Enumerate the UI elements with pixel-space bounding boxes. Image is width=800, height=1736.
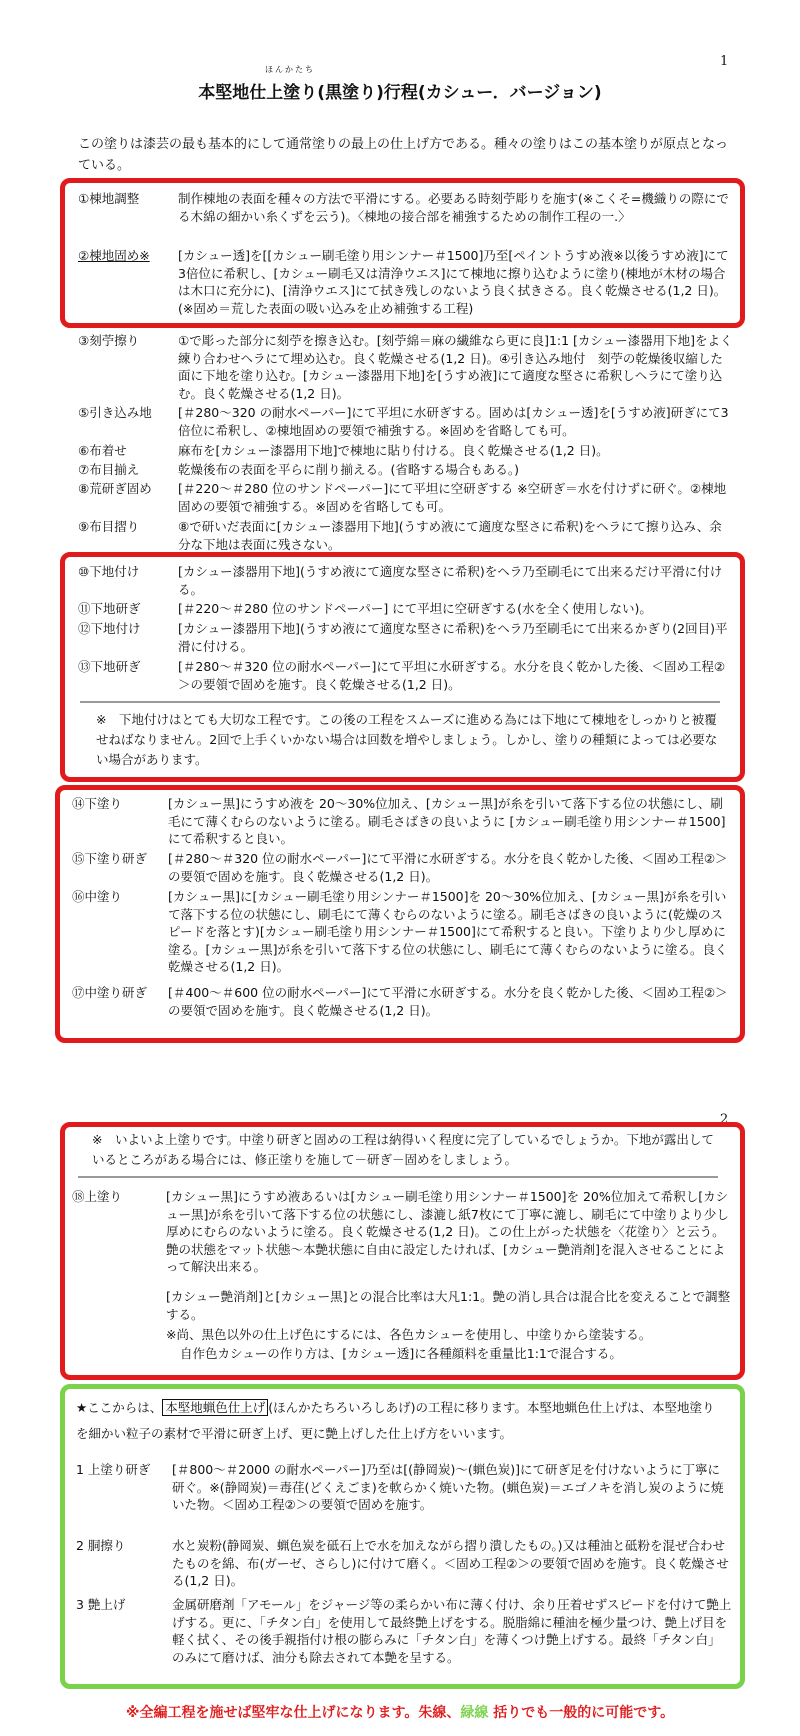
step-label: ⑧荒研ぎ固め (78, 481, 152, 496)
step-text: [カシュー黒]に[カシュー刷毛塗り用シンナー＃1500]を 20～30%位加え、[カシュー黒]が糸を引いて落下する位の状態にし、刷毛にて薄くむらのないように塗る。刷毛さばきの良いように(乾燥のスピードを落とす)[カシュー刷毛塗り用シンナー＃1500]にて希釈すると良い。下塗りより少し厚めに塗る。[カシュー黒]が糸を引いて落下する位の状態にし、刷毛にて薄くむらのないように塗る。良く乾燥させる(1,2 日)。 (168, 889, 728, 974)
step-label: ⑨布目摺り (78, 519, 140, 534)
step-text: 麻布を[カシュー漆器用下地]で棟地に貼り付ける。良く乾燥させる(1,2 日)。 (178, 443, 609, 458)
green-intro (76, 1395, 726, 1447)
step-label: ②棟地固め※ (78, 248, 150, 263)
intro-paragraph: この塗りは漆芸の最も基本的にして通常塗りの最上の仕上げ方である。種々の塗りはこの基本塗りが原点となっている。 (78, 137, 729, 173)
final-note-b: 括りでも一般的に可能です。 (488, 1705, 675, 1721)
step-text: 乾燥後布の表面を平らに削り揃える。(省略する場合もある。) (178, 462, 520, 477)
step-extra: ※尚、黒色以外の仕上げ色にするには、各色カシューを使用し、中塗りから塗装する。 (166, 1327, 652, 1342)
title-ruby: ほんかたち (265, 65, 315, 74)
final-note (0, 1702, 800, 1722)
step-text: [カシュー透]を[[カシュー刷毛塗り用シンナー＃1500]乃至[ペイントうすめ液※以後うすめ液]にて3倍位に希釈し、[カシュー刷毛又は清浄ウエス]にて棟地に擦り込むように塗り(棟地が木材の場合は木口に充分に)、[清浄ウエス]にて拭き残しのないよう良く拭きさる。良く乾燥させる(1,2 日)。(※固め＝荒した表面の吸い込みを止め補強する工程) (178, 248, 729, 316)
divider (80, 701, 720, 703)
step-text: 制作棟地の表面を種々の方法で平滑にする。必要ある時刻苧彫りを施す(※こくそ=機織りの際にでる木綿の細かい糸くずを云う)。〈棟地の接合部を補強するための制作工程の一.〉 (178, 191, 729, 224)
step-label: ⑩下地付け (78, 564, 140, 579)
step-text: [＃280～＃320 位の耐水ペーパー]にて平坦に水研ぎする。水分を良く乾かした後、＜固め工程②＞の要領で固めを施す。良く乾燥させる(1,2 日)。 (178, 659, 726, 692)
page-title: 本堅地仕上塗り(黒塗り)行程(カシュー．バージョン) (198, 83, 602, 103)
step-label: ⑫下地付け (78, 621, 141, 636)
step-extra: 自作色カシューの作り方は、[カシュー透]に各種顔料を重量比1:1で混合する。 (180, 1346, 622, 1361)
green-intro-b: (ほんかたちろいろしあげ)の工程に移ります。本堅地蝋色仕上げは、本堅地塗りを細かい粒子の素材で平滑に研ぎ上げ、更に艶上げした仕上げ方をいいます。 (76, 1400, 715, 1441)
green-intro-boxed: 本堅地蝋色仕上げ (162, 1399, 268, 1416)
step-text: ⑧で研いだ表面に[カシュー漆器用下地](うすめ液にて適度な堅さに希釈)をヘラにて擦り込み、余分な下地は表面に残さない。 (178, 519, 722, 552)
step-label: ⑬下地研ぎ (78, 659, 141, 674)
step-label: ⑤引き込み地 (78, 405, 152, 420)
page-number: 2 (720, 1112, 729, 1127)
step-text: 金属研磨剤「アモール」をジャージ等の柔らかい布に薄く付け、余り圧着せずスピードを付けて艶上げする。更に、「チタン白」を使用して最終艶上げをする。脱脂綿に種油を極少量つけ、艶上げ目を軽く拭く、その後手親指付け根の膨らみに「チタン白」を薄くつけ艶上げする。最終「チタン白」のみにて磨けば、油分も除去されて本艶を呈する。 (172, 1597, 732, 1665)
step-label: ⑪下地研ぎ (78, 601, 141, 616)
step-text: [＃800～＃2000 の耐水ペーパー]乃至は[(静岡炭)～(蝋色炭)]にて研ぎ足を付けないように丁寧に研ぐ。※(静岡炭)＝毒荏(どくえごま)を軟らかく焼いた物。(蝋色炭)＝エゴノキを消し炭のように焼いた物。＜固め工程②＞の要領で固めを施す。 (172, 1462, 724, 1512)
step-text: [カシュー漆器用下地](うすめ液にて適度な堅さに希釈)をヘラ乃至刷毛にて出来るだけ平滑に付ける。 (178, 564, 723, 597)
step-text: [＃220～＃280 位のサンドペーパー] にて平坦に空研ぎする(水を全く使用しない)。 (178, 601, 652, 616)
step-label: ⑱上塗り (72, 1189, 123, 1204)
step-label: 3 艶上げ (76, 1597, 126, 1612)
final-note-a: ※全編工程を施せば堅牢な仕上げになります。朱線、 (125, 1705, 461, 1721)
step-text: [カシュー漆器用下地](うすめ液にて適度な堅さに希釈)をヘラ乃至刷毛にて出来るかぎり(2回目)平滑に付ける。 (178, 621, 728, 654)
step-label: 1 上塗り研ぎ (76, 1462, 151, 1477)
step-label: ①棟地調整 (78, 191, 140, 206)
step-text: [＃220～＃280 位のサンドペーパー]にて平坦に空研ぎする ※空研ぎ＝水を付けずに研ぐ。②棟地固めの要領で補強する。※固めを省略しても可。 (178, 481, 727, 514)
step-label: ⑯中塗り (72, 889, 123, 904)
step-text: [＃280～＃320 位の耐水ペーパー]にて平滑に水研ぎする。水分を良く乾かした後、＜固め工程②＞の要領で固めを施す。良く乾燥させる(1,2 日)。 (168, 851, 728, 884)
note-topcoat: ※ いよいよ上塗りです。中塗り研ぎと固めの工程は納得いく程度に完了しているでしょうか。下地が露出しているところがある場合には、修正塗りを施して－研ぎ－固めをしましょう。 (92, 1132, 714, 1167)
step-label: ⑮下塗り研ぎ (72, 851, 148, 866)
step-label: 2 胴擦り (76, 1538, 126, 1553)
step-text: [カシュー黒]にうすめ液あるいは[カシュー刷毛塗り用シンナー＃1500]を 20%位加えて希釈し[カシュー黒]が糸を引いて落下する位の状態にし、漆漉し紙7枚にて丁寧に漉し、刷毛にて中塗りより少し厚めにむらのないように塗る。良く乾燥させる(1,2 日)。この仕上がった状態を〈花塗り〉と云う。艶の状態をマット状態～本艶状態に自由に設定したければ、[カシュー艶消剤]を混入させることによって解決出来る。 (166, 1189, 729, 1274)
step-label: ⑦布目揃え (78, 462, 140, 477)
divider (78, 1176, 718, 1178)
note-foundation: ※ 下地付けはとても大切な工程です。この後の工程をスムーズに進める為には下地にて棟地をしっかりと被覆せねばなりません。2回で上手くいかない場合は回数を増やしましょう。しかし、塗りの種類によっては必要ない場合があります。 (96, 712, 718, 767)
step-text: 水と炭粉(静岡炭、蝋色炭を砥石上で水を加えながら摺り潰したもの。)又は種油と砥粉を混ぜ合わせたものを綿、布(ガーゼ、さらし)に付けて磨く。＜固め工程②＞の要領で固めを施す。良く乾燥させる(1,2 日)。 (172, 1538, 729, 1588)
step-text: [＃280～320 の耐水ペーパー]にて平坦に水研ぎする。固めは[カシュー透]を[うすめ液]研ぎにて3倍位に希釈し、②棟地固めの要領で補強する。※固めを省略しても可。 (178, 405, 729, 438)
step-label: ⑭下塗り (72, 796, 123, 811)
step-text: [＃400～＃600 位の耐水ペーパー]にて平滑に水研ぎする。水分を良く乾かした後、＜固め工程②＞の要領で固めを施す。良く乾燥させる(1,2 日)。 (168, 985, 728, 1018)
step-label: ⑰中塗り研ぎ (72, 985, 148, 1000)
final-note-green: 緑線 (460, 1705, 489, 1721)
step-extra: [カシュー艶消剤]と[カシュー黒]との混合比率は大凡1:1。艶の消し具合は混合比を変えることで調整する。 (166, 1289, 731, 1322)
step-text: ①で彫った部分に刻苧を擦き込む。[刻苧綿＝麻の繊維なら更に良]1:1 [カシュー漆器用下地]をよく練り合わせヘラにて埋め込む。良く乾燥させる(1,2 日)。④引き込み地付 刻苧の乾燥後収縮した面に下地を塗り込む。[カシュー漆器用下地]を[うすめ液]にて適度な堅さに希釈しヘラにて塗り込む。良く乾燥させる(1,2 日)。 (178, 333, 733, 401)
green-intro-a: ★ここからは、 (76, 1400, 163, 1415)
step-row (78, 518, 733, 552)
step-label: ③刻苧擦り (78, 333, 140, 348)
step-label: ⑥布着せ (78, 443, 127, 458)
page-number: 1 (720, 54, 729, 69)
step-text: [カシュー黒]にうすめ液を 20～30%位加え、[カシュー黒]が糸を引いて落下する位の状態にし、刷毛にて薄くむらのないように塗る。刷毛さばきの良いように [カシュー刷毛塗り用シンナー＃1500]にて希釈すると良い。 (168, 796, 726, 846)
